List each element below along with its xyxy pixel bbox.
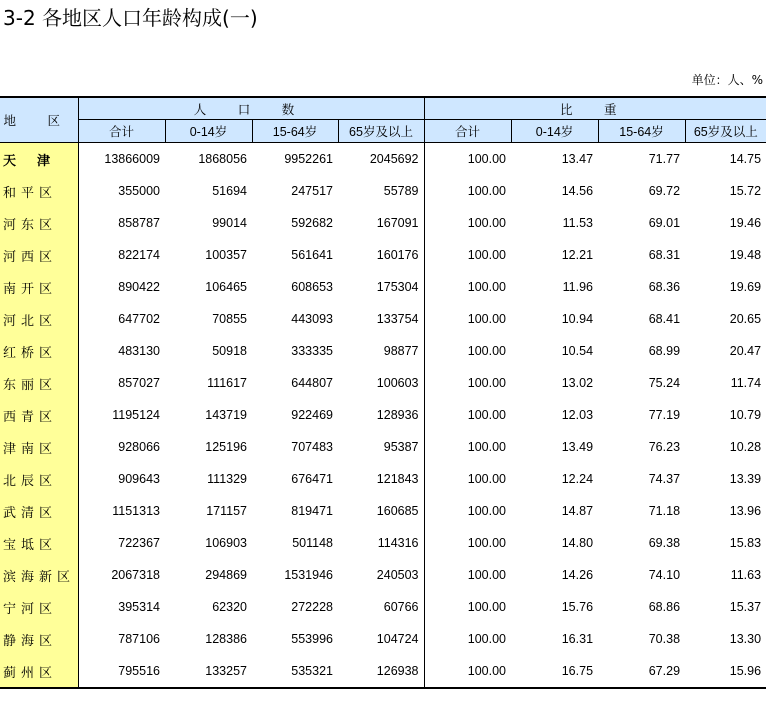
table-row [0, 463, 766, 495]
col-header-pop-total: 合计 [78, 120, 165, 143]
value-cell: 51694 [212, 184, 247, 198]
value-cell: 69.01 [648, 216, 681, 230]
table-row [0, 495, 766, 527]
value-cell: 14.26 [561, 568, 594, 582]
region-cell: 河西区 [0, 239, 78, 271]
value-cell: 483130 [118, 344, 160, 358]
value-cell: 395314 [118, 600, 160, 614]
value-cell: 857027 [118, 376, 160, 390]
value-cell: 74.10 [648, 568, 681, 582]
value-cell: 1868056 [198, 152, 247, 166]
value-cell: 74.37 [648, 472, 681, 486]
table-row [0, 175, 766, 207]
value-cell: 12.21 [561, 248, 594, 262]
value-cell: 13.49 [561, 440, 594, 454]
value-cell: 553996 [291, 632, 333, 646]
value-cell: 67.29 [598, 655, 685, 688]
value-cell: 647702 [118, 312, 160, 326]
value-cell: 1151313 [112, 504, 160, 518]
value-cell: 858787 [118, 216, 160, 230]
value-cell: 62320 [212, 600, 247, 614]
value-cell: 100.00 [467, 440, 507, 454]
value-cell: 100.00 [467, 472, 507, 486]
value-cell: 76.23 [648, 440, 681, 454]
value-cell: 2067318 [111, 568, 160, 582]
value-cell: 14.56 [561, 184, 594, 198]
region-cell: 南开区 [0, 271, 78, 303]
value-cell: 676471 [291, 472, 333, 486]
value-cell: 77.19 [648, 408, 681, 422]
table-row [0, 143, 766, 176]
value-cell: 2045692 [338, 143, 424, 176]
col-header-pop-65plus: 65岁及以上 [338, 120, 424, 143]
value-cell: 143719 [205, 408, 247, 422]
value-cell: 100.00 [467, 632, 507, 646]
value-cell: 68.86 [648, 600, 681, 614]
value-cell: 100.00 [467, 184, 507, 198]
value-cell: 160176 [338, 239, 424, 271]
value-cell: 15.37 [729, 600, 762, 614]
value-cell: 106465 [205, 280, 247, 294]
region-cell: 静海区 [0, 623, 78, 655]
value-cell: 922469 [291, 408, 333, 422]
value-cell: 15.96 [685, 655, 766, 688]
value-cell: 11.96 [562, 280, 594, 294]
value-cell: 100.00 [467, 408, 507, 422]
value-cell: 10.54 [561, 344, 594, 358]
table-row [0, 655, 766, 688]
population-age-table [0, 96, 766, 689]
value-cell: 171157 [206, 504, 247, 518]
value-cell: 100.00 [424, 655, 511, 688]
region-cell: 东丽区 [0, 367, 78, 399]
value-cell: 175304 [338, 271, 424, 303]
col-header-ratio-0-14: 0-14岁 [511, 120, 598, 143]
value-cell: 355000 [118, 184, 160, 198]
value-cell: 100.00 [467, 536, 507, 550]
value-cell: 12.24 [561, 472, 594, 486]
value-cell: 11.53 [562, 216, 594, 230]
value-cell: 294869 [205, 568, 247, 582]
value-cell: 13.30 [729, 632, 762, 646]
value-cell: 99014 [212, 216, 247, 230]
col-header-pop-15-64: 15-64岁 [252, 120, 338, 143]
value-cell: 100.00 [467, 568, 507, 582]
region-cell: 西青区 [0, 399, 78, 431]
value-cell: 133754 [338, 303, 424, 335]
value-cell: 106903 [205, 536, 247, 550]
region-header: 地 区 [0, 97, 78, 143]
value-cell: 71.77 [648, 152, 681, 166]
value-cell: 501148 [292, 536, 333, 550]
value-cell: 13.02 [561, 376, 594, 390]
value-cell: 70.38 [648, 632, 681, 646]
table-row [0, 239, 766, 271]
population-group-header: 人 口 数 [78, 97, 424, 120]
value-cell: 13.47 [561, 152, 594, 166]
table-row [0, 591, 766, 623]
table-row [0, 559, 766, 591]
value-cell: 928066 [118, 440, 160, 454]
value-cell: 95387 [338, 431, 424, 463]
value-cell: 75.24 [648, 376, 681, 390]
value-cell: 111329 [207, 472, 247, 486]
table-row [0, 623, 766, 655]
table-row [0, 303, 766, 335]
value-cell: 15.72 [729, 184, 762, 198]
value-cell: 787106 [118, 632, 160, 646]
value-cell: 100603 [338, 367, 424, 399]
table-row [0, 431, 766, 463]
value-cell: 247517 [291, 184, 333, 198]
region-cell: 蓟州区 [0, 655, 78, 688]
value-cell: 126938 [338, 655, 424, 688]
value-cell: 819471 [291, 504, 333, 518]
col-header-ratio-65plus: 65岁及以上 [685, 120, 766, 143]
region-cell: 天津 [0, 143, 78, 176]
value-cell: 11.63 [730, 568, 762, 582]
region-cell: 宁河区 [0, 591, 78, 623]
value-cell: 100.00 [467, 312, 507, 326]
value-cell: 19.46 [729, 216, 762, 230]
value-cell: 272228 [291, 600, 333, 614]
region-cell: 武清区 [0, 495, 78, 527]
value-cell: 100.00 [467, 280, 507, 294]
value-cell: 71.18 [648, 504, 681, 518]
value-cell: 14.75 [729, 152, 762, 166]
value-cell: 15.76 [561, 600, 594, 614]
value-cell: 890422 [118, 280, 160, 294]
value-cell: 13866009 [104, 152, 160, 166]
value-cell: 111617 [207, 376, 247, 390]
value-cell: 14.87 [561, 504, 594, 518]
value-cell: 16.31 [561, 632, 594, 646]
value-cell: 795516 [78, 655, 165, 688]
value-cell: 561641 [291, 248, 333, 262]
region-cell: 河东区 [0, 207, 78, 239]
value-cell: 822174 [118, 248, 160, 262]
region-cell: 滨海新区 [0, 559, 78, 591]
value-cell: 128386 [205, 632, 247, 646]
page-title: 3-2 各地区人口年龄构成(一) [3, 6, 258, 30]
value-cell: 133257 [165, 655, 252, 688]
value-cell: 592682 [291, 216, 333, 230]
value-cell: 55789 [338, 175, 424, 207]
col-header-pop-0-14: 0-14岁 [165, 120, 252, 143]
value-cell: 100.00 [467, 344, 507, 358]
value-cell: 100.00 [467, 600, 507, 614]
value-cell: 909643 [118, 472, 160, 486]
value-cell: 114316 [338, 527, 424, 559]
table-row [0, 527, 766, 559]
value-cell: 100.00 [467, 504, 507, 518]
table-row [0, 271, 766, 303]
value-cell: 128936 [338, 399, 424, 431]
value-cell: 69.38 [648, 536, 681, 550]
value-cell: 10.28 [729, 440, 762, 454]
region-cell: 河北区 [0, 303, 78, 335]
value-cell: 20.47 [729, 344, 762, 358]
region-cell: 津南区 [0, 431, 78, 463]
value-cell: 100.00 [467, 152, 507, 166]
value-cell: 100357 [205, 248, 247, 262]
table-row [0, 335, 766, 367]
value-cell: 608653 [291, 280, 333, 294]
value-cell: 68.99 [648, 344, 681, 358]
value-cell: 68.41 [648, 312, 681, 326]
table-row [0, 367, 766, 399]
region-cell: 北辰区 [0, 463, 78, 495]
value-cell: 100.00 [467, 248, 507, 262]
value-cell: 19.69 [729, 280, 762, 294]
value-cell: 121843 [338, 463, 424, 495]
value-cell: 1531946 [284, 568, 333, 582]
value-cell: 50918 [212, 344, 247, 358]
value-cell: 100.00 [467, 376, 507, 390]
value-cell: 14.80 [561, 536, 594, 550]
value-cell: 20.65 [729, 312, 762, 326]
region-cell: 红桥区 [0, 335, 78, 367]
value-cell: 98877 [338, 335, 424, 367]
value-cell: 16.75 [511, 655, 598, 688]
value-cell: 100.00 [467, 216, 507, 230]
value-cell: 68.36 [648, 280, 681, 294]
table-row [0, 399, 766, 431]
value-cell: 160685 [338, 495, 424, 527]
value-cell: 70855 [212, 312, 247, 326]
value-cell: 19.48 [729, 248, 762, 262]
value-cell: 443093 [291, 312, 333, 326]
value-cell: 12.03 [561, 408, 594, 422]
region-cell: 和平区 [0, 175, 78, 207]
value-cell: 11.74 [730, 376, 762, 390]
value-cell: 535321 [252, 655, 338, 688]
table-row [0, 207, 766, 239]
value-cell: 333335 [291, 344, 333, 358]
value-cell: 240503 [338, 559, 424, 591]
value-cell: 69.72 [648, 184, 681, 198]
value-cell: 10.94 [561, 312, 594, 326]
value-cell: 167091 [338, 207, 424, 239]
col-header-ratio-total: 合计 [424, 120, 511, 143]
value-cell: 60766 [338, 591, 424, 623]
value-cell: 707483 [291, 440, 333, 454]
col-header-ratio-15-64: 15-64岁 [598, 120, 685, 143]
region-cell: 宝坻区 [0, 527, 78, 559]
value-cell: 9952261 [284, 152, 333, 166]
value-cell: 15.83 [729, 536, 762, 550]
value-cell: 104724 [338, 623, 424, 655]
value-cell: 13.39 [729, 472, 762, 486]
value-cell: 125196 [205, 440, 247, 454]
ratio-group-header: 比 重 [424, 97, 766, 120]
unit-label: 单位：人、% [691, 73, 763, 87]
value-cell: 722367 [118, 536, 160, 550]
value-cell: 644807 [291, 376, 333, 390]
value-cell: 13.96 [729, 504, 762, 518]
value-cell: 68.31 [648, 248, 681, 262]
value-cell: 10.79 [729, 408, 762, 422]
value-cell: 1195124 [112, 408, 160, 422]
